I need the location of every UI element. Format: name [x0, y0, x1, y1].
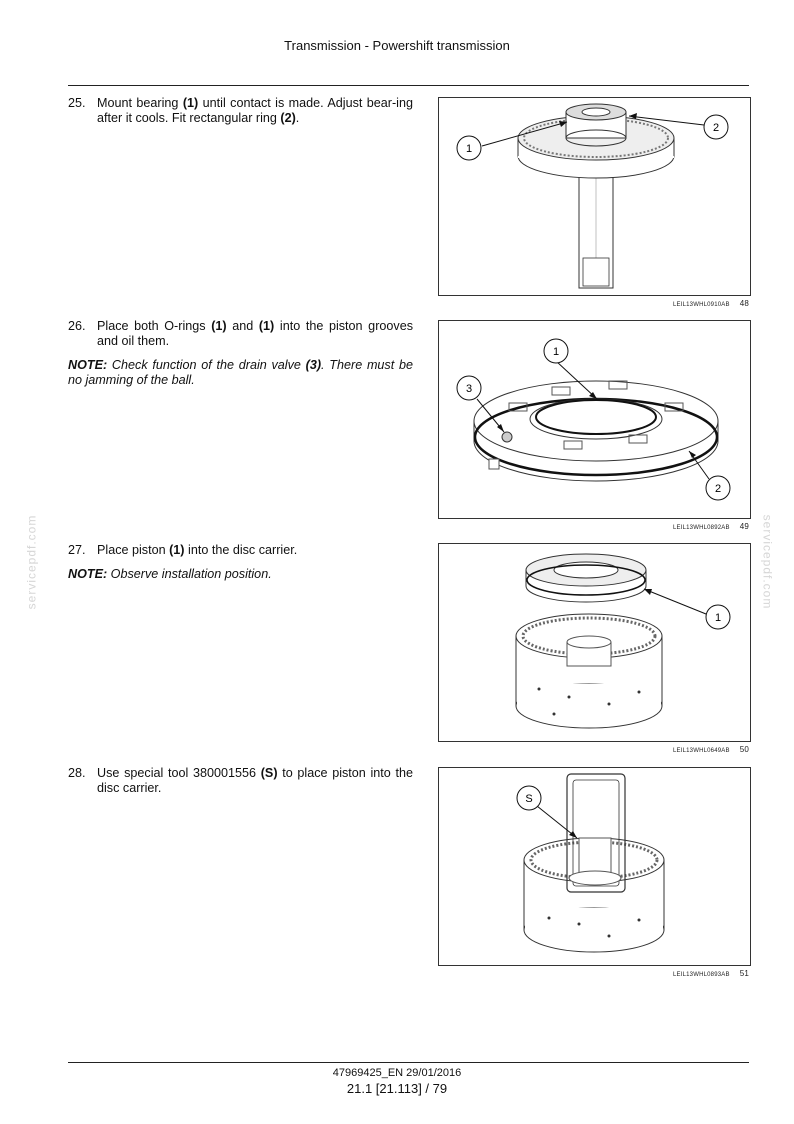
callout-1: 1	[552, 346, 560, 358]
figure-49	[438, 320, 751, 519]
figure-51	[438, 767, 751, 966]
figure-49-caption: LEIL13WHL0892AB 49	[672, 522, 749, 531]
callout-1: 1	[714, 612, 722, 624]
piston-disc-carrier-illustration	[439, 544, 750, 741]
step-28	[68, 766, 413, 796]
step-text: Place both O-rings (1) and (1) into the piston grooves and oil them.	[97, 319, 413, 348]
figure-50	[438, 543, 751, 742]
step-27	[68, 543, 413, 558]
figure-48-caption: LEIL13WHL0910AB 48	[672, 299, 749, 308]
step-number: 28.	[68, 766, 86, 780]
page-header-title: Transmission - Powershift transmission	[284, 38, 510, 53]
special-tool-illustration	[439, 768, 750, 965]
watermark-right: servicepdf.com	[760, 514, 775, 610]
step-text: Place piston (1) into the disc carrier.	[97, 543, 298, 557]
header-rule	[68, 85, 749, 86]
callout-s: S	[525, 793, 533, 805]
step-26	[68, 319, 413, 349]
footer-page-number: 21.1 [21.113] / 79	[346, 1081, 448, 1096]
footer-document-code: 47969425_EN 29/01/2016	[332, 1067, 462, 1079]
gear-shaft-illustration	[439, 98, 750, 295]
figure-50-caption: LEIL13WHL0649AB 50	[672, 745, 749, 754]
figure-51-caption: LEIL13WHL0893AB 51	[672, 969, 749, 978]
step-number: 26.	[68, 319, 86, 333]
piston-illustration	[439, 321, 750, 518]
note-drain-valve: NOTE: Check function of the drain valve (3). There must be no jamming of the ball.	[68, 358, 413, 387]
callout-2: 2	[712, 122, 720, 134]
step-number: 27.	[68, 543, 86, 557]
step-number: 25.	[68, 96, 86, 110]
footer-rule	[68, 1062, 749, 1063]
figure-48	[438, 97, 751, 296]
callout-1: 1	[465, 143, 473, 155]
callout-3: 3	[465, 383, 473, 395]
step-text: Mount bearing (1) until contact is made. Adjust bear-ing after it cools. Fit rectangular ring (2).	[97, 96, 413, 125]
step-text: Use special tool 380001556 (S) to place piston into the disc carrier.	[97, 766, 414, 795]
callout-2: 2	[714, 483, 722, 495]
step-25	[68, 96, 413, 126]
note-installation: NOTE: Observe installation position.	[68, 567, 272, 581]
watermark-left: servicepdf.com	[24, 514, 39, 610]
